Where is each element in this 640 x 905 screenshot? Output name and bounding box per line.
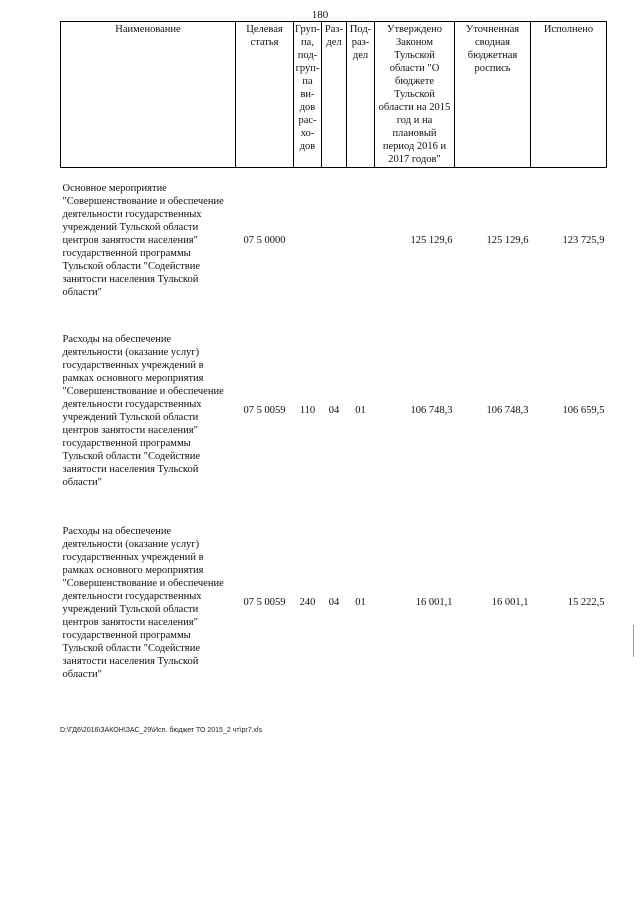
header-row bbox=[61, 22, 607, 168]
row-group bbox=[294, 168, 322, 314]
table-row bbox=[61, 326, 607, 496]
row-approved: 125 129,6 bbox=[410, 235, 453, 247]
row-refined: 16 001,1 bbox=[491, 597, 529, 608]
header-section: Раз- дел bbox=[322, 22, 347, 168]
header-subsection: Под- раз- дел bbox=[347, 22, 375, 168]
row-executed: 15 222,5 bbox=[567, 597, 605, 608]
budget-table bbox=[60, 21, 607, 688]
row-approved: 106 748,3 bbox=[410, 405, 453, 416]
row-target: 07 5 0000 bbox=[243, 235, 286, 247]
row-name: Расходы на обеспечение деятельности (оказание услуг) государственных учреждений в рамках основного мероприятия "Совершенствование и обеспечение деятельности государственных учреждений Тульской области центров занятости населения" государственной программы Тульской области "Содействие занятости населения Тульской области" bbox=[62, 333, 224, 488]
row-target: 07 5 0059 bbox=[243, 597, 286, 608]
header-name: Наименование bbox=[61, 22, 236, 168]
table-row bbox=[61, 168, 607, 314]
row-section: 04 bbox=[328, 597, 340, 608]
header-target-article: Целевая статья bbox=[236, 22, 294, 168]
row-refined: 125 129,6 bbox=[486, 235, 529, 247]
table-row bbox=[61, 518, 607, 688]
row-target: 07 5 0059 bbox=[243, 405, 286, 416]
file-path-footer: D:\ГД6\2016\ЗАКОН\ЗАС_29\Исп. бюджет ТО 2015_2 чт\pr7.xls bbox=[60, 727, 263, 734]
row-section bbox=[322, 168, 347, 314]
row-approved: 16 001,1 bbox=[415, 597, 453, 608]
header-approved: Утверждено Законом Тульской области "О бюджете Тульской области на 2015 год и на плановый период 2016 и 2017 годов" bbox=[375, 22, 455, 168]
row-subsection: 01 bbox=[355, 405, 366, 416]
row-section: 04 bbox=[328, 405, 340, 416]
row-executed: 106 659,5 bbox=[562, 405, 605, 416]
row-subsection: 01 bbox=[355, 597, 366, 608]
header-expense-group: Груп- па, под- груп- па ви- дов рас- хо- дов bbox=[294, 22, 322, 168]
row-name: Расходы на обеспечение деятельности (оказание услуг) государственных учреждений в рамках основного мероприятия "Совершенствование и обеспечение деятельности государственных учреждений Тульской области центров занятости населения" государственной программы Тульской области "Содействие занятости населения Тульской области" bbox=[62, 525, 224, 680]
row-subsection bbox=[347, 168, 375, 314]
row-group: 110 bbox=[299, 405, 316, 416]
header-executed: Исполнено bbox=[531, 22, 607, 168]
scan-edge-mark bbox=[633, 625, 634, 657]
row-name: Основное мероприятие "Совершенствование и обеспечение деятельности государственных учреждений Тульской области центров занятости населения" государственной программы Тульской области "Содействие занятости населения Тульской области" bbox=[62, 183, 224, 299]
row-executed: 123 725,9 bbox=[562, 235, 605, 247]
row-group: 240 bbox=[299, 597, 316, 608]
page-number: 180 bbox=[311, 9, 329, 21]
header-refined: Уточненная сводная бюджетная роспись bbox=[455, 22, 531, 168]
row-refined: 106 748,3 bbox=[486, 405, 529, 416]
